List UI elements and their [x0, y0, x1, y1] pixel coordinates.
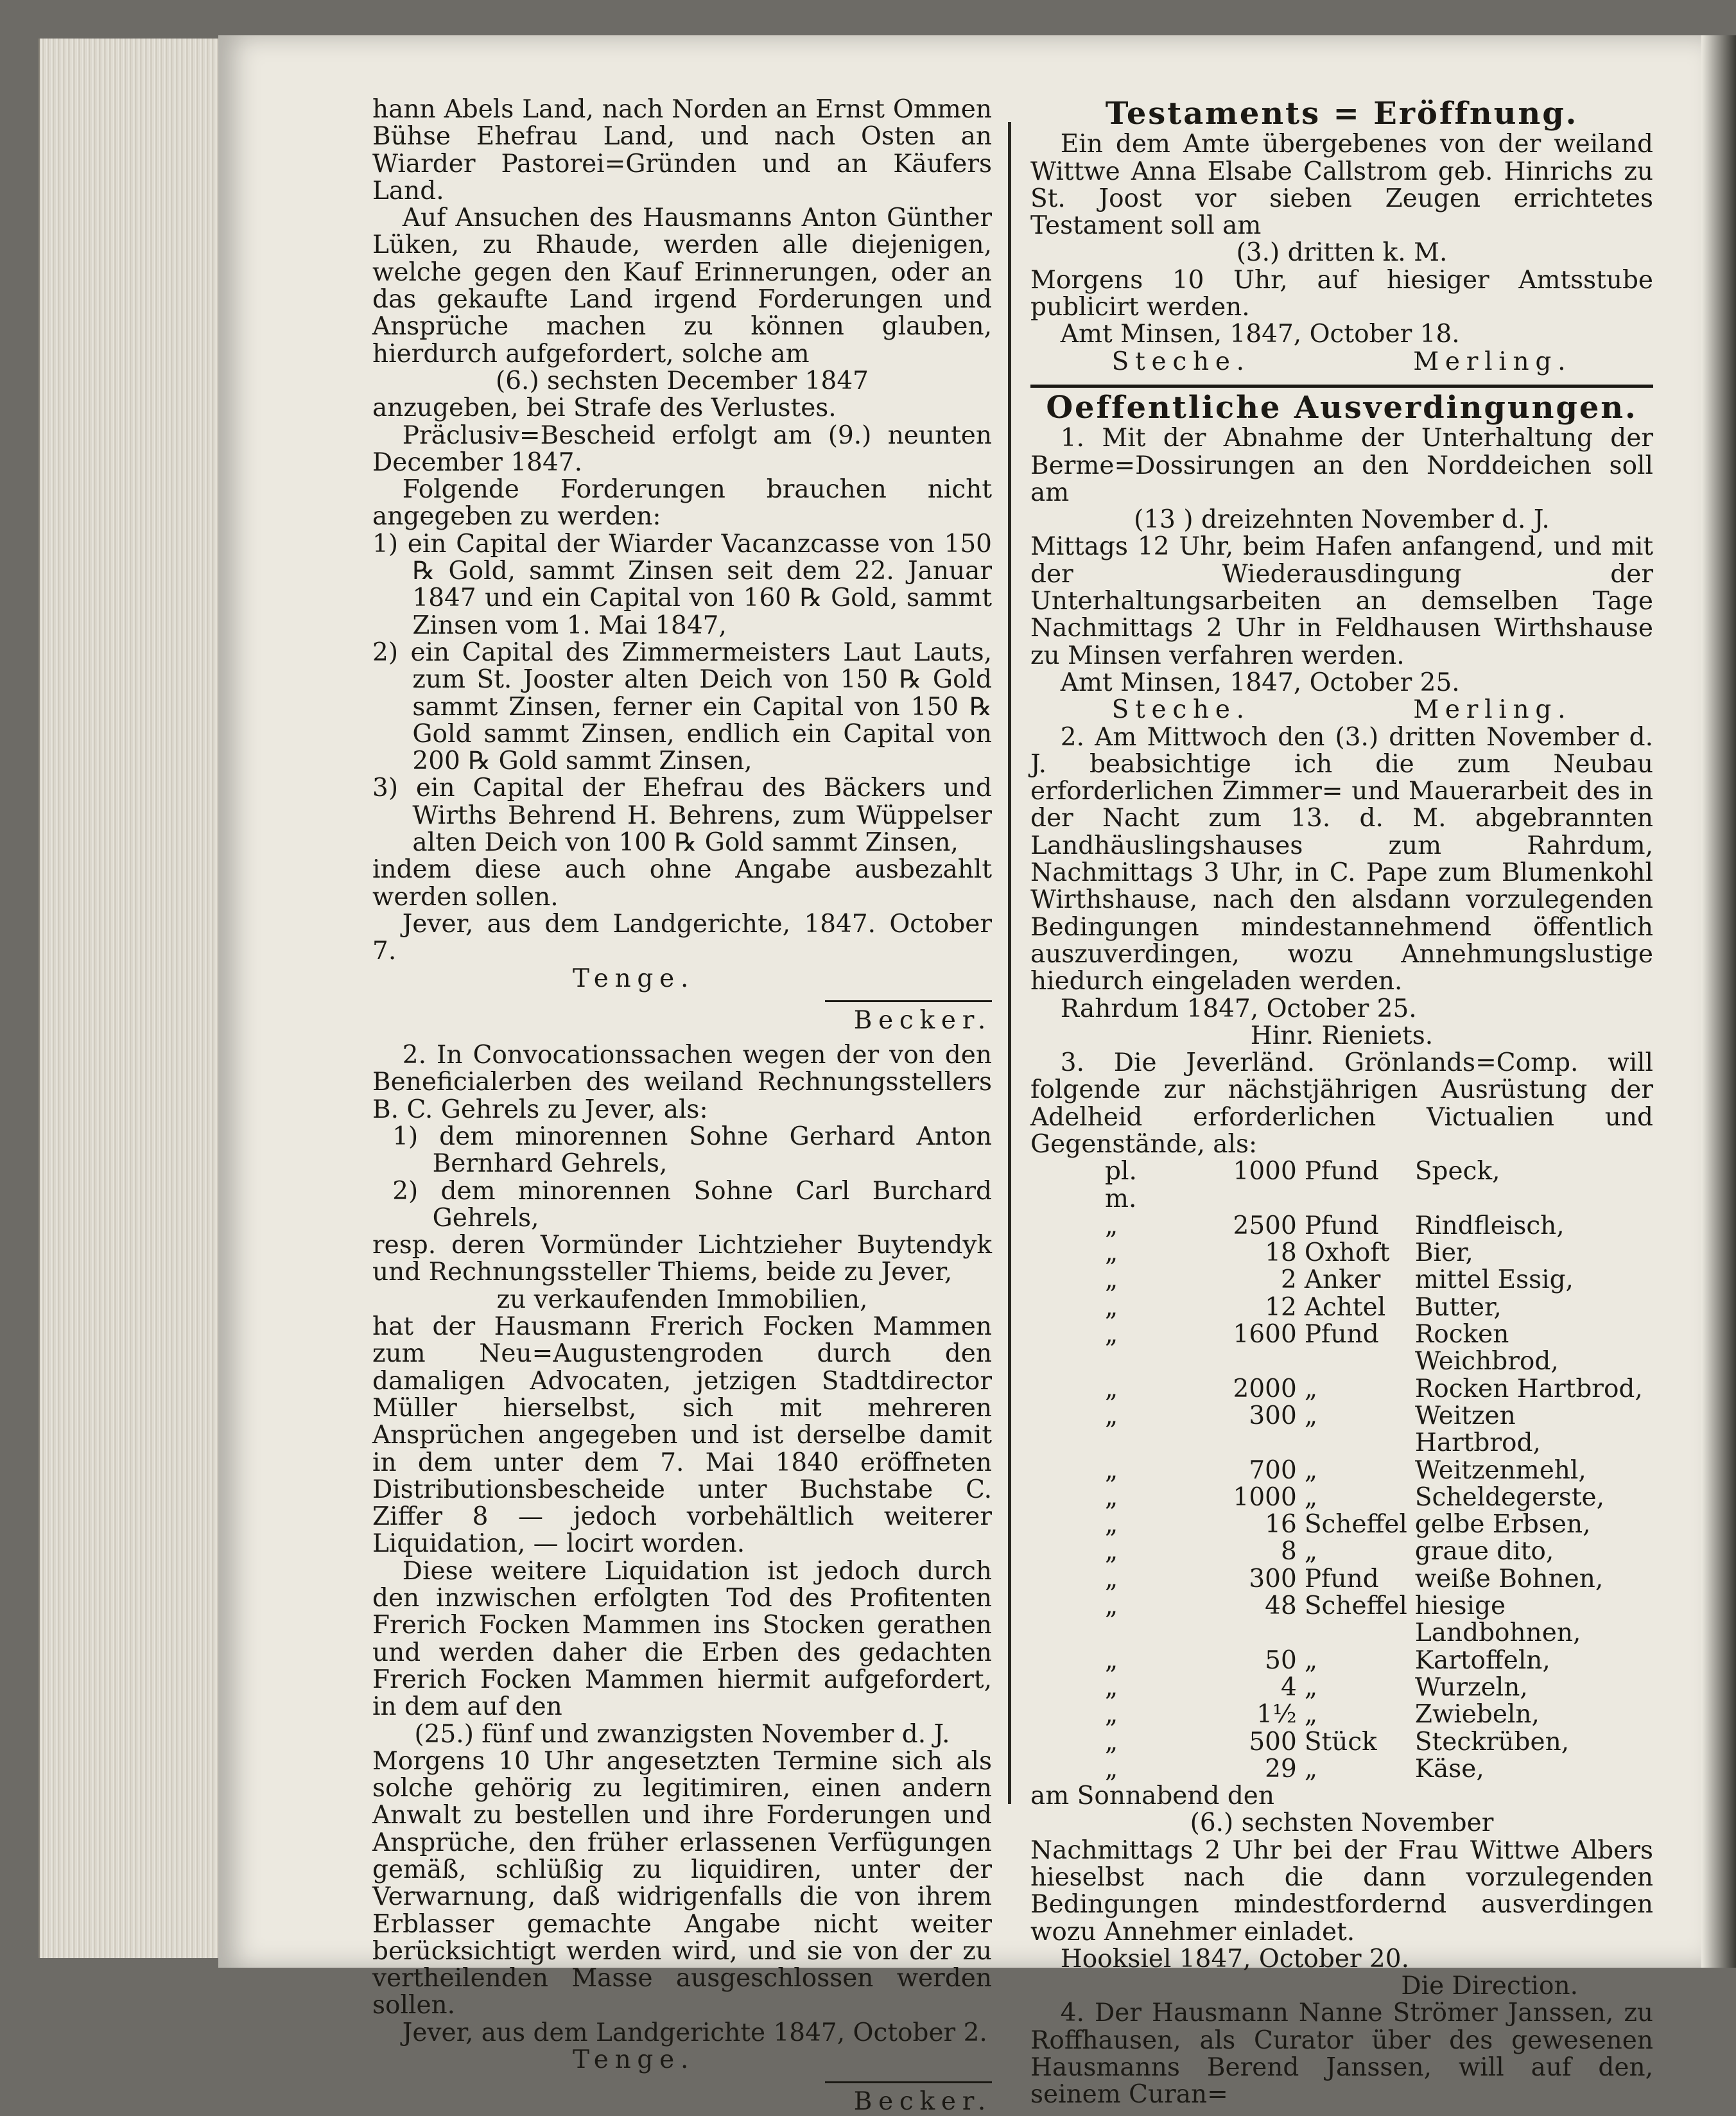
provision-item: Rindfleisch, [1414, 1211, 1565, 1240]
provision-item: Speck, [1414, 1157, 1500, 1186]
provision-row [1101, 1729, 1653, 1756]
paragraph: hann Abels Land, nach Norden an Ernst Ommen Bühse Ehefrau Land, und nach Osten an Wiarder Pastorei=Gründen und an Käufers Land. [372, 95, 992, 205]
provision-item: graue dito, [1414, 1537, 1554, 1566]
provision-unit: Stück [1304, 1727, 1377, 1756]
provision-unit: Pfund [1304, 1564, 1379, 1593]
provision-qty: 2000 [1233, 1374, 1297, 1403]
signature: Die Direction. [1401, 1972, 1578, 2001]
signature: Becker. [853, 1005, 992, 1035]
paragraph: 1. Mit der Abnahme der Unterhaltung der Berme=Dossirungen an den Norddeichen soll am [1030, 424, 1653, 507]
signature: Tenge. [573, 2045, 695, 2075]
provision-row [1101, 1376, 1653, 1403]
provision-row [1101, 1240, 1653, 1267]
paragraph: 2. Am Mittwoch den (3.) dritten November d. J. beabsichtige ich die zum Neubau erforderlichen Zimmer= und Mauerarbeit des in der Nacht zum 13. d. M. abgebrannten Landhäuslingshauses zum Rahrdum, Nachmittags 3 Uhr, in C. Pape zum Blumenkohl Wirthshause, nach den alsdann vorzulegenden Bedingungen mindestannehmend öffentlich auszuverdingen, wozu Annehmungslustige hiedurch eingeladen werden. [1030, 722, 1653, 996]
provision-unit: Achtel [1304, 1292, 1386, 1322]
provision-unit: „ [1304, 1455, 1318, 1485]
provision-pre: „ [1105, 1482, 1118, 1512]
section-heading: Oeffentliche Ausverdingungen. [1046, 389, 1638, 426]
paragraph: indem diese auch ohne Angabe ausbezahlt werden sollen. [372, 855, 992, 912]
provision-item: Scheldegerste, [1414, 1482, 1604, 1512]
signature: Merling. [1413, 695, 1572, 725]
place-date: Jever, aus dem Landgerichte 1847, October 2. [402, 2018, 987, 2047]
provision-qty: 4 [1280, 1672, 1297, 1702]
date-line: (3.) dritten k. M. [1236, 238, 1448, 268]
provision-pre: „ [1105, 1320, 1118, 1349]
provision-row [1101, 1213, 1653, 1240]
place-date: Amt Minsen, 1847, October 25. [1060, 668, 1460, 697]
provision-row [1101, 1511, 1653, 1538]
provision-pre: „ [1105, 1455, 1118, 1485]
provision-row [1101, 1566, 1653, 1593]
paragraph: Morgens 10 Uhr, auf hiesiger Amtsstube publicirt werden. [1030, 265, 1653, 322]
provision-item: Rocken Weichbrod, [1414, 1320, 1559, 1376]
provision-item: Butter, [1414, 1292, 1502, 1322]
provision-qty: 300 [1249, 1564, 1297, 1593]
signature: Tenge. [573, 964, 695, 993]
date-line: (6.) sechsten November [1190, 1808, 1494, 1838]
provision-qty: 700 [1249, 1455, 1297, 1485]
provision-pre: „ [1105, 1564, 1118, 1593]
place-date: Amt Minsen, 1847, October 18. [1060, 320, 1460, 349]
claim-item: 2) ein Capital des Zimmermeisters Laut Lauts, zum St. Jooster alten Deich von 150 ℞ Gold sammt Zinsen, ferner ein Capital von 150 ℞ Gold sammt Zinsen, endlich ein Capital von 200 ℞ Gold sammt Zinsen, [372, 637, 992, 776]
provision-item: Zwiebeln, [1414, 1700, 1540, 1730]
paragraph: 3. Die Jeverländ. Grönlands=Comp. will folgende zur nächstjährigen Ausrüstung der Adelheid erforderlichen Victualien und Gegenstände, als: [1030, 1048, 1653, 1159]
provision-row [1101, 1267, 1653, 1294]
provision-pre: „ [1105, 1537, 1118, 1566]
provision-row [1101, 1158, 1653, 1213]
provision-qty: 1600 [1233, 1320, 1297, 1349]
left-column [372, 96, 992, 2116]
provision-pre: „ [1105, 1645, 1118, 1675]
provision-item: Weitzen Hartbrod, [1414, 1401, 1541, 1458]
provision-row [1101, 1593, 1653, 1647]
claim-item: 3) ein Capital der Ehefrau des Bäckers und Wirths Behrend H. Behrens, zum Wüppelser alten Deich von 100 ℞ Gold sammt Zinsen, [372, 774, 992, 858]
provision-unit: Oxhoft [1304, 1238, 1390, 1268]
provision-pre: „ [1105, 1211, 1118, 1240]
provision-row [1101, 1647, 1653, 1674]
provision-qty: 300 [1249, 1401, 1297, 1430]
provision-row [1101, 1701, 1653, 1728]
provision-unit: „ [1304, 1482, 1318, 1512]
paragraph: hat der Hausmann Frerich Focken Mammen zum Neu=Augustengroden durch den damaligen Advocaten, jetzigen Stadtdirector Müller hierselbst, sich mit mehreren Ansprüchen angegeben und ist derselbe damit in dem unter dem 7. Mai 1840 eröffneten Distributionsbescheide unter Buchstabe C. Ziffer 8 — jedoch vorbehältlich weiterer Liquidation, — locirt worden. [372, 1312, 992, 1559]
provision-unit: „ [1304, 1700, 1318, 1730]
paragraph: Folgende Forderungen brauchen nicht angegeben zu werden: [372, 475, 992, 532]
date-line: (13 ) dreizehnten November d. J. [1134, 505, 1550, 535]
paragraph: Nachmittags 2 Uhr bei der Frau Wittwe Albers hieselbst nach die dann vorzulegenden Bedingungen mindestfordernd ausverdingen wozu Annehmer einladet. [1030, 1835, 1653, 1947]
provision-qty: 29 [1265, 1754, 1297, 1783]
right-column [1030, 96, 1653, 2109]
provision-item: weiße Bohnen, [1414, 1564, 1604, 1593]
provision-unit: „ [1304, 1672, 1318, 1702]
provision-unit: „ [1304, 1401, 1318, 1430]
page-gutter-shadow [1701, 35, 1736, 1968]
provision-item: Kartoffeln, [1414, 1645, 1550, 1675]
paragraph: 2. In Convocationssachen wegen der von den Beneficialerben des weiland Rechnungsstellers B. C. Gehrels zu Jever, als: [372, 1041, 992, 1124]
provision-pre: pl. m. [1105, 1157, 1137, 1213]
section-heading: Testaments = Eröffnung. [1105, 96, 1579, 132]
provision-item: Rocken Hartbrod, [1414, 1374, 1643, 1403]
date-line: (6.) sechsten December 1847 [496, 366, 869, 395]
paragraph: Diese weitere Liquidation ist jedoch durch den inzwischen erfolgten Tod des Profitenten Frerich Focken Mammen ins Stocken gerathen und werden daher die Erben des gedachten Frerich Focken Mammen hiermit aufgefordert, in dem auf den [372, 1556, 992, 1722]
signature: Merling. [1413, 347, 1572, 376]
provision-item: mittel Essig, [1414, 1265, 1574, 1295]
column-divider [1008, 122, 1011, 1804]
provision-item: Käse, [1414, 1754, 1484, 1783]
signature-row [1030, 697, 1653, 724]
provision-item: Weitzenmehl, [1414, 1455, 1586, 1485]
provision-qty: 18 [1265, 1238, 1297, 1268]
provision-row [1101, 1321, 1653, 1376]
provision-unit: „ [1304, 1374, 1318, 1403]
provision-row [1101, 1674, 1653, 1701]
paragraph: Morgens 10 Uhr angesetzten Termine sich als solche gehörig zu legitimiren, einen andern Anwalt zu bestellen und ihre Forderungen und Ansprüche, den früher erlassenen Verfügungen gemäß, schlüßig zu liquidiren, unter der Verwarnung, daß widrigenfalls die von ihrem Erblasser gemachte Angabe nicht weiter berücksichtigt werden wird, und sie von der zu vertheilenden Masse ausgeschlossen werden sollen. [372, 1746, 992, 2020]
provision-pre: „ [1105, 1700, 1118, 1730]
provision-item: gelbe Erbsen, [1414, 1510, 1591, 1539]
provision-pre: „ [1105, 1265, 1118, 1295]
signature-rule [825, 1000, 992, 1002]
provision-unit: Scheffel [1304, 1591, 1407, 1621]
paragraph: Auf Ansuchen des Hausmanns Anton Günther Lüken, zu Rhaude, werden alle diejenigen, welche gegen den Kauf Erinnerungen, oder an das gekaufte Land irgend Forderungen und Ansprüche machen zu können glauben, hierdurch aufgefordert, solche am [372, 204, 992, 369]
provision-qty: 50 [1265, 1645, 1297, 1675]
list-item: 1) dem minorennen Sohne Gerhard Anton Bernhard Gehrels, [392, 1122, 992, 1179]
signature-rule [825, 2081, 992, 2083]
provision-pre: „ [1105, 1510, 1118, 1539]
provision-pre: „ [1105, 1754, 1118, 1783]
provision-qty: 500 [1249, 1727, 1297, 1756]
provision-qty: 2500 [1233, 1211, 1297, 1240]
provision-unit: „ [1304, 1537, 1318, 1566]
provision-unit: Pfund [1304, 1320, 1379, 1349]
provision-pre: „ [1105, 1292, 1118, 1322]
provision-row [1101, 1294, 1653, 1321]
provisions-table [1101, 1158, 1653, 1783]
provision-qty: 8 [1280, 1537, 1297, 1566]
provision-qty: 16 [1265, 1510, 1297, 1539]
provision-row [1101, 1484, 1653, 1511]
provision-item: Steckrüben, [1414, 1727, 1570, 1756]
paragraph: 4. Der Hausmann Nanne Strömer Janssen, zu Roffhausen, als Curator über des gewesenen Hausmanns Berend Janssen, will auf den, seinem Curan= [1030, 1999, 1653, 2110]
paragraph: anzugeben, bei Strafe des Verlustes. [372, 394, 837, 423]
place-date: Hooksiel 1847, October 20. [1060, 1944, 1409, 1973]
provision-pre: „ [1105, 1374, 1118, 1403]
provision-qty: 48 [1265, 1591, 1297, 1621]
signature: Steche. [1111, 347, 1251, 376]
provision-pre: „ [1105, 1672, 1118, 1702]
provision-row [1101, 1538, 1653, 1565]
paragraph: zu verkaufenden Immobilien, [496, 1285, 868, 1314]
section-rule [1030, 385, 1653, 388]
provision-qty: 2 [1280, 1265, 1297, 1295]
place-date: Jever, aus dem Landgerichte, 1847. October 7. [372, 909, 992, 966]
provision-pre: „ [1105, 1401, 1118, 1430]
claim-item: 1) ein Capital der Wiarder Vacanzcasse von 150 ℞ Gold, sammt Zinsen seit dem 22. Januar 1847 und ein Capital von 160 ℞ Gold, sammt Zinsen vom 1. Mai 1847, [372, 529, 992, 640]
signature: Becker. [853, 2087, 992, 2116]
provision-pre: „ [1105, 1591, 1118, 1621]
provision-unit: Pfund [1304, 1211, 1379, 1240]
paragraph: resp. deren Vormünder Lichtzieher Buytendyk und Rechnungssteller Thiems, beide zu Jever, [372, 1231, 992, 1287]
provision-unit: „ [1304, 1645, 1318, 1675]
provision-item: hiesige Landbohnen, [1414, 1591, 1581, 1648]
signature: Hinr. Rieniets. [1250, 1021, 1434, 1050]
provision-row [1101, 1457, 1653, 1484]
list-item: 2) dem minorennen Sohne Carl Burchard Gehrels, [392, 1176, 992, 1233]
provision-qty: 1000 [1233, 1482, 1297, 1512]
provision-item: Bier, [1414, 1238, 1473, 1268]
provision-pre: „ [1105, 1238, 1118, 1268]
date-line: (25.) fünf und zwanzigsten November d. J. [414, 1719, 950, 1749]
provision-unit: Pfund [1304, 1157, 1379, 1186]
paragraph: Präclusiv=Bescheid erfolgt am (9.) neunten December 1847. [372, 421, 992, 477]
signature: Steche. [1111, 695, 1251, 725]
provision-pre: „ [1105, 1727, 1118, 1756]
provision-item: Wurzeln, [1414, 1672, 1528, 1702]
provision-unit: Anker [1304, 1265, 1381, 1295]
provision-unit: „ [1304, 1754, 1318, 1783]
provision-qty: 1000 [1233, 1157, 1297, 1186]
provision-unit: Scheffel [1304, 1510, 1407, 1539]
provision-qty: 1½ [1256, 1700, 1297, 1730]
book-page-edges [39, 39, 232, 1958]
provision-row [1101, 1756, 1653, 1783]
paragraph: Mittags 12 Uhr, beim Hafen anfangend, und mit der Wiederausdingung der Unterhaltungsarbeiten an demselben Tage Nachmittags 2 Uhr in Feldhausen Wirthshause zu Minsen verfahren werden. [1030, 532, 1653, 670]
paragraph: am Sonnabend den [1030, 1782, 1275, 1811]
provision-row [1101, 1403, 1653, 1457]
signature-row [1030, 349, 1653, 376]
paragraph: Ein dem Amte übergebenes von der weiland Wittwe Anna Elsabe Callstrom geb. Hinrichs zu St. Joost vor sieben Zeugen errichtetes Testament soll am [1030, 130, 1653, 241]
place-date: Rahrdum 1847, October 25. [1060, 994, 1417, 1023]
provision-qty: 12 [1265, 1292, 1297, 1322]
